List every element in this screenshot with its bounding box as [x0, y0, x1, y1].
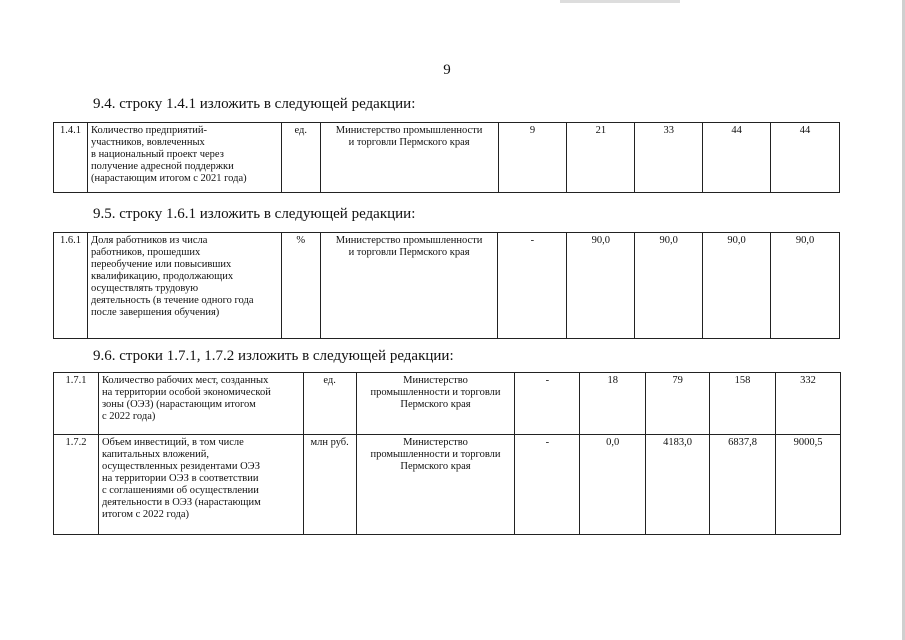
value-4: 90,0	[703, 233, 771, 339]
row-name: Доля работников из числа работников, прошедших переобучение или повысивших квалификацию, продолжающих осуществлять трудовую деятельность (в течение одного года после завершения обучения)	[87, 233, 281, 339]
row-agency: Министерство промышленности и торговли Пермского края	[356, 435, 515, 535]
row-name: Количество предприятий- участников, вовлеченных в национальный проект через получение адресной поддержки (нарастающим итогом с 2021 года)	[87, 123, 281, 193]
value-2: 21	[567, 123, 635, 193]
row-code: 1.7.1	[54, 373, 99, 435]
row-unit: ед.	[303, 373, 356, 435]
value-1: -	[498, 233, 567, 339]
value-5: 9000,5	[776, 435, 841, 535]
value-5: 44	[771, 123, 840, 193]
value-2: 90,0	[567, 233, 635, 339]
value-5: 332	[776, 373, 841, 435]
value-4: 158	[710, 373, 776, 435]
row-code: 1.4.1	[54, 123, 88, 193]
row-name: Объем инвестиций, в том числе капитальных вложений, осуществленных резидентами ОЭЗ на территории ОЭЗ в соответствии с соглашениями об осуществлении деятельности в ОЭЗ (нарастающим итогом с 2022 года)	[98, 435, 303, 535]
section-heading-9-4: 9.4. строку 1.4.1 изложить в следующей редакции:	[93, 96, 416, 112]
table-row	[54, 373, 841, 435]
value-5: 90,0	[771, 233, 840, 339]
table-row-1-6-1	[53, 232, 840, 339]
table-row	[54, 123, 840, 193]
value-2: 0,0	[580, 435, 646, 535]
table-row	[54, 435, 841, 535]
row-agency: Министерство промышленности и торговли Пермского края	[356, 373, 515, 435]
row-unit: млн руб.	[303, 435, 356, 535]
value-3: 33	[635, 123, 703, 193]
table-row	[54, 233, 840, 339]
value-1: 9	[498, 123, 567, 193]
value-4: 6837,8	[710, 435, 776, 535]
row-unit: %	[281, 233, 320, 339]
value-3: 79	[646, 373, 710, 435]
value-1: -	[515, 373, 580, 435]
table-rows-1-7	[53, 372, 841, 535]
value-2: 18	[580, 373, 646, 435]
value-4: 44	[703, 123, 771, 193]
scan-artifact	[560, 0, 680, 3]
value-1: -	[515, 435, 580, 535]
section-heading-9-5: 9.5. строку 1.6.1 изложить в следующей редакции:	[93, 206, 416, 222]
value-3: 90,0	[635, 233, 703, 339]
row-agency: Министерство промышленности и торговли Пермского края	[320, 233, 498, 339]
row-code: 1.6.1	[54, 233, 88, 339]
row-name: Количество рабочих мест, созданных на территории особой экономической зоны (ОЭЗ) (нарастающим итогом с 2022 года)	[98, 373, 303, 435]
row-code: 1.7.2	[54, 435, 99, 535]
page-number: 9	[443, 62, 451, 78]
table-row-1-4-1	[53, 122, 840, 193]
row-unit: ед.	[281, 123, 320, 193]
row-agency: Министерство промышленности и торговли Пермского края	[320, 123, 498, 193]
value-3: 4183,0	[646, 435, 710, 535]
section-heading-9-6: 9.6. строки 1.7.1, 1.7.2 изложить в следующей редакции:	[93, 348, 454, 364]
